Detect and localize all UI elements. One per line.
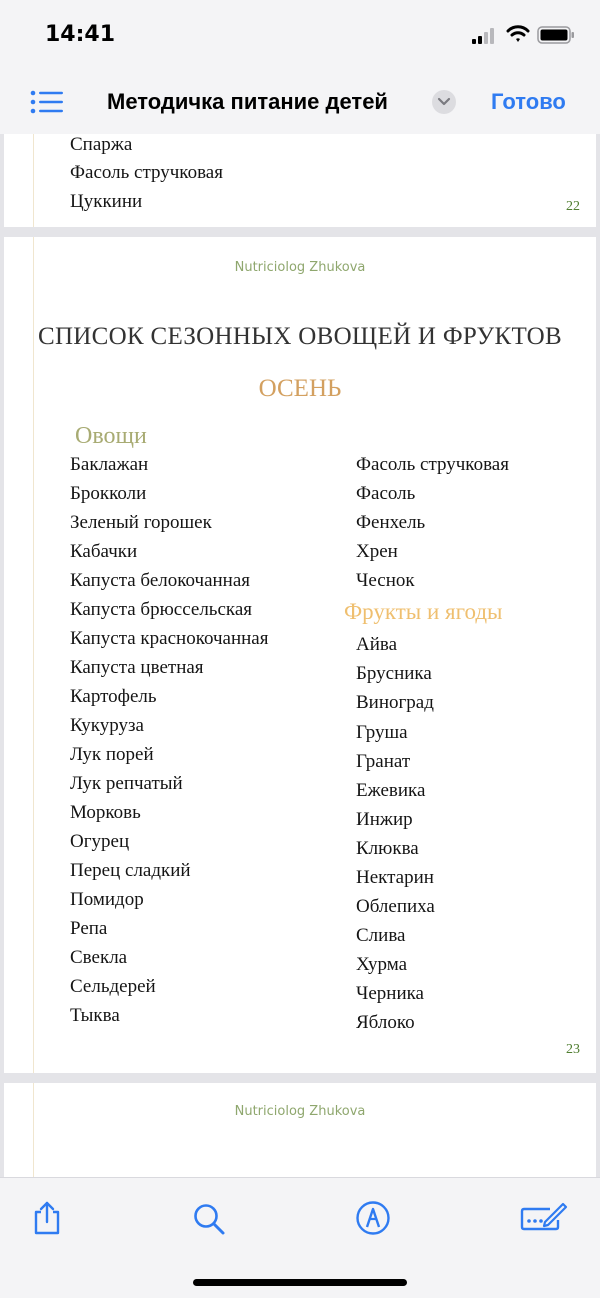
search-icon[interactable] (192, 1202, 226, 1236)
list-item: Фасоль (356, 483, 416, 504)
list-item: Капуста белокочанная (70, 570, 251, 591)
list-item: Брокколи (70, 483, 147, 504)
page-margin-line (33, 1083, 34, 1177)
home-indicator[interactable] (193, 1279, 407, 1286)
status-time: 14:41 (45, 22, 116, 47)
markup-icon[interactable] (355, 1200, 391, 1236)
document-title[interactable]: Методичка питание детей (107, 89, 388, 114)
page-title: СПИСОК СЕЗОННЫХ ОВОЩЕЙ И ФРУКТОВ (37, 323, 563, 350)
season-heading: ОСЕНЬ (258, 375, 342, 402)
list-item: Фасоль стручковая (356, 454, 509, 475)
list-item: Фасоль стручковая (70, 162, 223, 183)
list-item: Черника (356, 983, 424, 1004)
list-item: Груша (356, 722, 408, 743)
page-22 (4, 134, 596, 227)
signal-icon (472, 28, 500, 44)
list-item: Огурец (70, 831, 130, 852)
list-item: Нектарин (356, 867, 434, 888)
list-item: Кукуруза (70, 715, 144, 736)
page-header: Nutriciolog Zhukova (234, 260, 366, 275)
list-item: Баклажан (70, 454, 149, 475)
status-bar (0, 0, 600, 70)
vegetables-heading: Овощи (75, 423, 147, 449)
edit-form-icon[interactable] (520, 1200, 568, 1234)
page-margin-line (33, 134, 34, 227)
list-item: Репа (70, 918, 108, 939)
list-item: Брусника (356, 663, 432, 684)
list-item: Зеленый горошек (70, 512, 212, 533)
page-number: 23 (566, 1042, 580, 1057)
list-item: Лук репчатый (70, 773, 183, 794)
fruits-heading: Фрукты и ягоды (344, 599, 503, 624)
list-item: Картофель (70, 686, 157, 707)
navigation-bar (0, 70, 600, 135)
list-item: Кабачки (70, 541, 138, 562)
page-number: 22 (566, 199, 580, 214)
list-item: Облепиха (356, 896, 435, 917)
list-icon[interactable] (30, 90, 64, 114)
list-item: Спаржа (70, 134, 133, 155)
list-item: Тыква (70, 1005, 120, 1026)
wifi-icon (506, 24, 530, 44)
list-item: Капуста цветная (70, 657, 204, 678)
list-item: Помидор (70, 889, 144, 910)
list-item: Капуста краснокочанная (70, 628, 269, 649)
list-item: Фенхель (356, 512, 426, 533)
list-item: Ежевика (356, 780, 426, 801)
battery-icon (537, 26, 575, 44)
list-item: Перец сладкий (70, 860, 191, 881)
list-item: Хрен (356, 541, 398, 562)
list-item: Сельдерей (70, 976, 156, 997)
share-icon[interactable] (32, 1200, 62, 1236)
chevron-down-icon (437, 97, 451, 107)
list-item: Виноград (356, 692, 434, 713)
list-item: Цуккини (70, 191, 143, 212)
list-item: Слива (356, 925, 406, 946)
list-item: Клюква (356, 838, 419, 859)
list-item: Айва (356, 634, 398, 655)
document-viewer[interactable] (0, 134, 600, 1177)
list-item: Инжир (356, 809, 413, 830)
list-item: Капуста брюссельская (70, 599, 253, 620)
title-menu-button[interactable] (432, 90, 456, 114)
list-item: Гранат (356, 751, 411, 772)
list-item: Морковь (70, 802, 141, 823)
list-item: Хурма (356, 954, 408, 975)
page-header: Nutriciolog Zhukova (234, 1104, 366, 1119)
page-24 (4, 1083, 596, 1177)
list-item: Лук порей (70, 744, 154, 765)
list-item: Чеснок (356, 570, 415, 591)
done-button[interactable]: Готово (491, 89, 566, 114)
page-margin-line (33, 237, 34, 1073)
list-item: Свекла (70, 947, 128, 968)
page-23 (4, 237, 596, 1073)
list-item: Яблоко (356, 1012, 415, 1033)
